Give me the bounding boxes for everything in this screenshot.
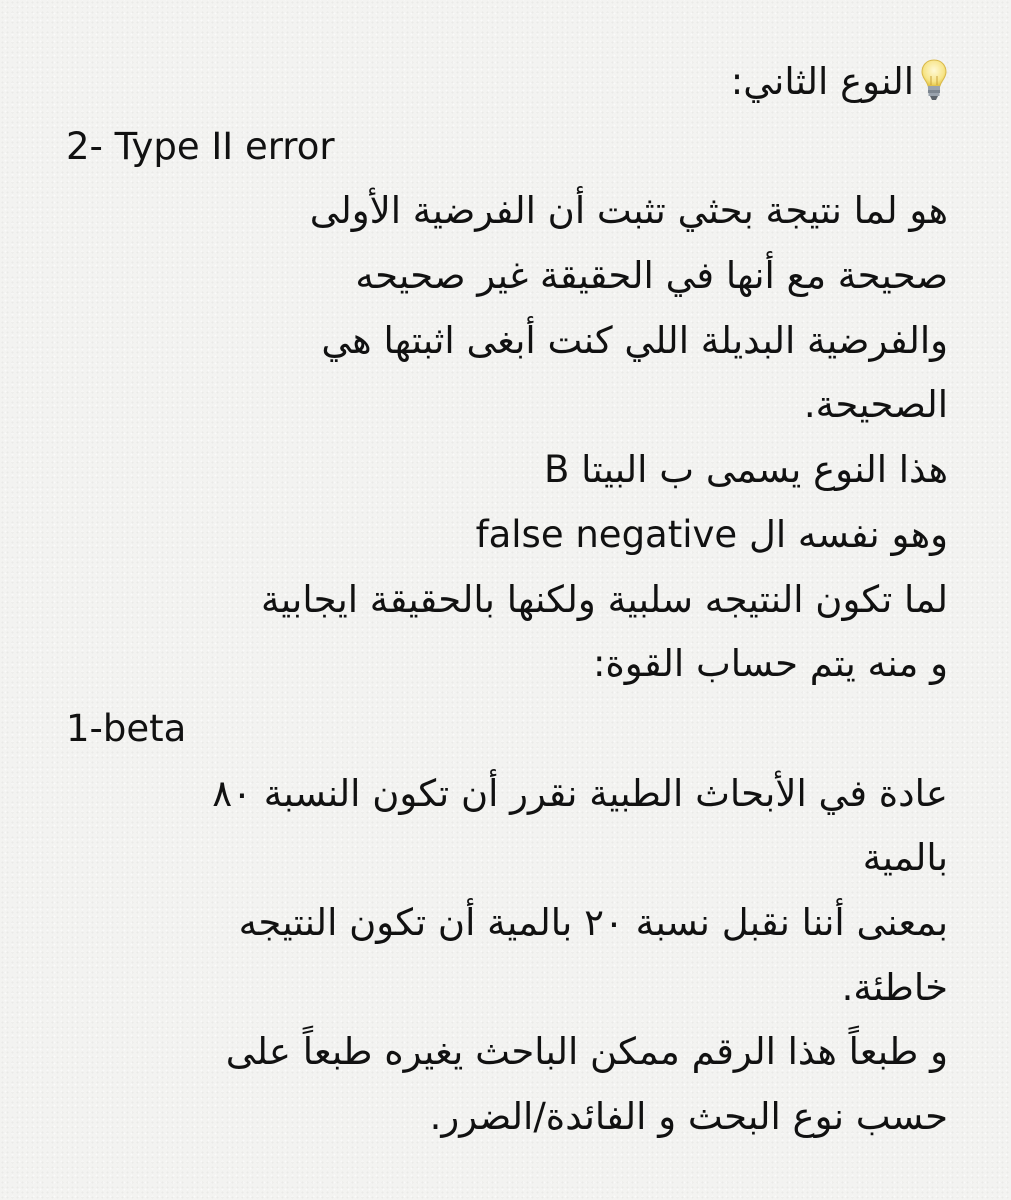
formula-text: 1-beta <box>66 706 187 750</box>
text-line: و طبعاً هذا الرقم ممكن الباحث يغيره طبعاً على <box>225 1030 948 1074</box>
text-line: بمعنى أننا نقبل نسبة ٢٠ بالمية أن تكون النتيجه <box>238 900 948 944</box>
text-line: بالمية <box>862 836 948 880</box>
text-line: والفرضية البديلة اللي كنت أبغى اثبتها هي <box>321 318 948 362</box>
heading-line <box>60 50 948 115</box>
subheading-text: 2- Type II error <box>66 124 335 168</box>
text-line: صحيحة مع أنها في الحقيقة غير صحيحه <box>355 254 948 298</box>
note-body <box>60 50 948 1150</box>
text-line: لما تكون النتيجه سلبية ولكنها بالحقيقة ايجابية <box>261 577 948 621</box>
text-line: حسب نوع البحث و الفائدة/الضرر. <box>429 1095 948 1138</box>
text-line: وهو نفسه ال false negative <box>475 512 948 556</box>
lightbulb-icon <box>920 58 948 102</box>
text-line: الصحيحة. <box>803 383 948 427</box>
text-line: هو لما نتيجة بحثي تثبت أن الفرضية الأولى <box>309 189 948 233</box>
text-line: و منه يتم حساب القوة: <box>592 642 948 686</box>
heading-text: النوع الثاني: <box>730 60 914 103</box>
text-line: هذا النوع يسمى ب البيتا B <box>543 448 948 492</box>
text-line: عادة في الأبحاث الطبية نقرر أن تكون النسبة ٨٠ <box>212 771 948 815</box>
text-line: خاطئة. <box>841 965 948 1009</box>
